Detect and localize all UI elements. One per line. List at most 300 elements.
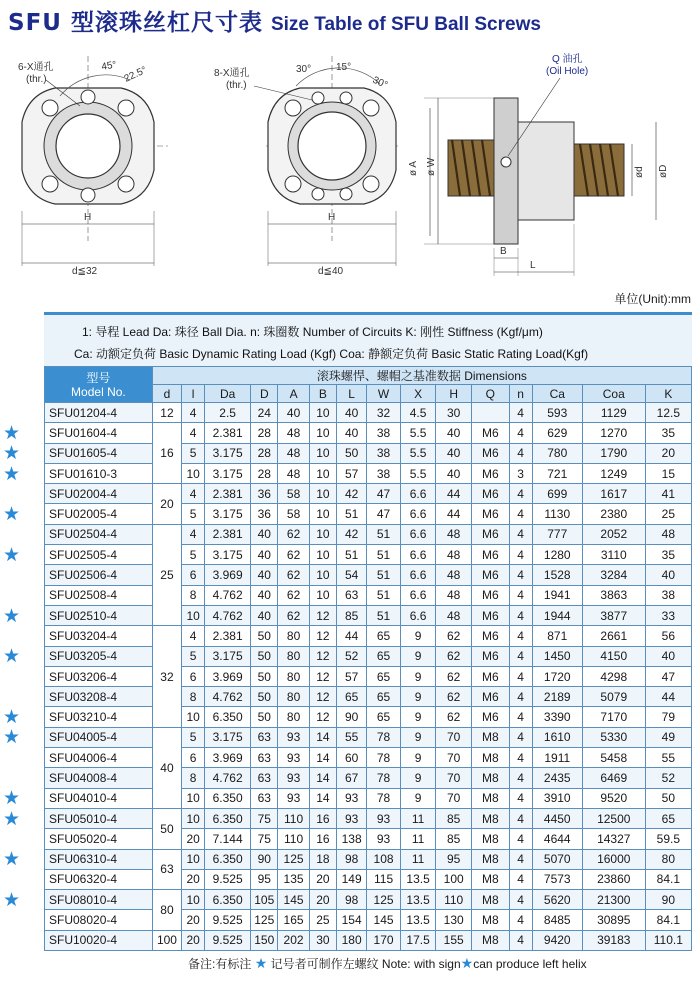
table-row xyxy=(45,545,692,565)
cell-k: 35 xyxy=(645,423,691,443)
cell-q: M6 xyxy=(471,666,509,686)
model-cell: SFU01605-4 xyxy=(45,443,153,463)
cell-d: 36 xyxy=(251,484,278,504)
cell-da: 4.762 xyxy=(205,585,251,605)
column-header-l: l xyxy=(182,385,205,403)
table-row xyxy=(45,443,692,463)
cell-h: 85 xyxy=(436,808,472,828)
title-english: Size Table of SFU Ball Screws xyxy=(270,14,541,35)
cell-n: 4 xyxy=(509,727,532,747)
technical-drawings xyxy=(0,36,697,282)
cell-k: 79 xyxy=(645,707,691,727)
cell-q: M8 xyxy=(471,788,509,808)
cell-coa: 30895 xyxy=(582,910,645,930)
model-cell: SFU02005-4 xyxy=(45,504,153,524)
cell-k: 38 xyxy=(645,585,691,605)
cell-k: 12.5 xyxy=(645,403,691,423)
model-cell: SFU01610-3 xyxy=(45,463,153,483)
dim-h-label-2: H xyxy=(328,212,336,223)
cell-b: 16 xyxy=(309,829,336,849)
cell-x: 13.5 xyxy=(400,910,436,930)
note-tail: can produce left helix xyxy=(473,957,587,971)
cell-ca: 9420 xyxy=(532,930,582,950)
cell-coa: 3863 xyxy=(582,585,645,605)
cell-a: 93 xyxy=(278,768,309,788)
model-cell: SFU02508-4 xyxy=(45,585,153,605)
cell-h: 48 xyxy=(436,605,472,625)
cell-b: 10 xyxy=(309,443,336,463)
note-before: 备注:有标注 xyxy=(188,957,252,971)
cell-q: M6 xyxy=(471,524,509,544)
cell-x: 5.5 xyxy=(400,463,436,483)
ball-screw-side-view xyxy=(408,52,669,276)
cell-q: M6 xyxy=(471,707,509,727)
unit-label: 单位(Unit):mm xyxy=(614,292,691,306)
cell-w: 51 xyxy=(367,545,400,565)
cell-a: 62 xyxy=(278,524,309,544)
cell-da: 3.175 xyxy=(205,646,251,666)
cell-ca: 1911 xyxy=(532,748,582,768)
cell-ca: 5620 xyxy=(532,890,582,910)
cell-x: 13.5 xyxy=(400,890,436,910)
cell-da: 4.762 xyxy=(205,605,251,625)
cell-w: 32 xyxy=(367,403,400,423)
cell-w: 170 xyxy=(367,930,400,950)
cell-coa: 1249 xyxy=(582,463,645,483)
cell-da: 4.762 xyxy=(205,768,251,788)
cell-l: 40 xyxy=(336,403,366,423)
cell-b: 10 xyxy=(309,565,336,585)
cell-w: 78 xyxy=(367,768,400,788)
cell-w: 51 xyxy=(367,524,400,544)
cell-q: M8 xyxy=(471,768,509,788)
table-row xyxy=(45,768,692,788)
cell-l: 98 xyxy=(336,890,366,910)
cell-b: 18 xyxy=(309,849,336,869)
cell-b: 12 xyxy=(309,707,336,727)
cell-q: M6 xyxy=(471,504,509,524)
cell-w: 47 xyxy=(367,484,400,504)
cell-b: 10 xyxy=(309,504,336,524)
cell-l: 44 xyxy=(336,626,366,646)
cell-w: 78 xyxy=(367,788,400,808)
cell-d: 50 xyxy=(251,666,278,686)
cell-n: 4 xyxy=(509,687,532,707)
cell-l: 57 xyxy=(336,463,366,483)
cell-h: 40 xyxy=(436,423,472,443)
cell-ca: 1280 xyxy=(532,545,582,565)
cell-ca: 629 xyxy=(532,423,582,443)
d-cell: 100 xyxy=(152,930,181,950)
cell-a: 80 xyxy=(278,687,309,707)
cell-n: 4 xyxy=(509,626,532,646)
cell-b: 10 xyxy=(309,403,336,423)
d-cell: 25 xyxy=(152,524,181,625)
cell-n: 4 xyxy=(509,829,532,849)
cell-da: 9.525 xyxy=(205,869,251,889)
cell-q: M6 xyxy=(471,443,509,463)
cell-k: 65 xyxy=(645,808,691,828)
cell-ca: 8485 xyxy=(532,910,582,930)
cell-b: 30 xyxy=(309,930,336,950)
cell-k: 25 xyxy=(645,504,691,524)
cell-a: 202 xyxy=(278,930,309,950)
cell-l: 6 xyxy=(182,666,205,686)
cell-x: 17.5 xyxy=(400,930,436,950)
cell-b: 12 xyxy=(309,666,336,686)
legend-box xyxy=(44,312,692,367)
holes-label-6x: 6-X通孔 xyxy=(18,62,54,73)
cell-da: 2.381 xyxy=(205,484,251,504)
table-row xyxy=(45,605,692,625)
cell-n: 4 xyxy=(509,808,532,828)
column-header-h: H xyxy=(436,385,472,403)
cell-x: 6.6 xyxy=(400,484,436,504)
cell-ca: 3390 xyxy=(532,707,582,727)
cell-w: 65 xyxy=(367,687,400,707)
cell-ca: 1450 xyxy=(532,646,582,666)
legend-line-1: 1: 导程 Lead Da: 珠径 Ball Dia. n: 珠圈数 Number of Circuits K: 刚性 Stiffness (Kgf/μm) xyxy=(82,325,543,339)
cell-da: 6.350 xyxy=(205,788,251,808)
cell-k: 84.1 xyxy=(645,869,691,889)
table-row xyxy=(45,808,692,828)
model-cell: SFU03208-4 xyxy=(45,687,153,707)
cell-a: 80 xyxy=(278,707,309,727)
cell-h: 130 xyxy=(436,910,472,930)
model-cell: SFU01604-4 xyxy=(45,423,153,443)
cell-l: 4 xyxy=(182,626,205,646)
phi-w-label: ø W xyxy=(426,157,437,176)
column-header-d: d xyxy=(152,385,181,403)
cell-x: 6.6 xyxy=(400,565,436,585)
cell-x: 6.6 xyxy=(400,605,436,625)
cell-da: 6.350 xyxy=(205,849,251,869)
cell-da: 4.762 xyxy=(205,687,251,707)
cell-x: 6.6 xyxy=(400,585,436,605)
cell-da: 3.175 xyxy=(205,545,251,565)
cell-w: 108 xyxy=(367,849,400,869)
cell-l: 50 xyxy=(336,443,366,463)
table-row xyxy=(45,403,692,423)
column-header-d: D xyxy=(251,385,278,403)
cell-l: 154 xyxy=(336,910,366,930)
cell-a: 93 xyxy=(278,748,309,768)
cell-h: 40 xyxy=(436,463,472,483)
cell-n: 4 xyxy=(509,524,532,544)
model-cell: SFU08010-4 xyxy=(45,890,153,910)
page-title xyxy=(8,4,541,34)
cell-n: 4 xyxy=(509,768,532,788)
cell-n: 4 xyxy=(509,565,532,585)
cell-d: 50 xyxy=(251,626,278,646)
cell-l: 60 xyxy=(336,748,366,768)
cell-k: 49 xyxy=(645,727,691,747)
cell-l: 20 xyxy=(182,829,205,849)
cell-l: 149 xyxy=(336,869,366,889)
angle-30-label-a: 30° xyxy=(296,64,312,75)
cell-coa: 4298 xyxy=(582,666,645,686)
cell-coa: 5330 xyxy=(582,727,645,747)
cell-a: 93 xyxy=(278,727,309,747)
cell-da: 9.525 xyxy=(205,910,251,930)
cell-d: 28 xyxy=(251,463,278,483)
cell-l: 4 xyxy=(182,423,205,443)
cell-ca: 777 xyxy=(532,524,582,544)
cell-h: 155 xyxy=(436,930,472,950)
cell-l: 54 xyxy=(336,565,366,585)
table-row xyxy=(45,829,692,849)
cell-b: 14 xyxy=(309,727,336,747)
table-row xyxy=(45,524,692,544)
cell-k: 15 xyxy=(645,463,691,483)
cell-l: 5 xyxy=(182,646,205,666)
angle-30-label-b: 30° xyxy=(370,74,390,92)
cell-n: 4 xyxy=(509,666,532,686)
cell-h: 100 xyxy=(436,869,472,889)
cell-a: 110 xyxy=(278,808,309,828)
cell-q: M8 xyxy=(471,890,509,910)
phi-d-small-label: ød xyxy=(634,166,645,178)
cell-q: M6 xyxy=(471,423,509,443)
star-icon: ★ xyxy=(3,421,21,444)
d-cell: 40 xyxy=(152,727,181,808)
star-icon: ★ xyxy=(3,462,21,485)
cell-k: 52 xyxy=(645,768,691,788)
star-icon: ★ xyxy=(3,807,21,830)
cell-n: 4 xyxy=(509,545,532,565)
column-header-k: K xyxy=(645,385,691,403)
cell-coa: 5079 xyxy=(582,687,645,707)
cell-b: 20 xyxy=(309,869,336,889)
star-icon: ★ xyxy=(3,706,21,729)
column-header-w: W xyxy=(367,385,400,403)
cell-k: 40 xyxy=(645,646,691,666)
model-cell: SFU02504-4 xyxy=(45,524,153,544)
cell-a: 40 xyxy=(278,403,309,423)
cell-ca: 593 xyxy=(532,403,582,423)
cell-coa: 2052 xyxy=(582,524,645,544)
dim-b-label: B xyxy=(500,246,507,257)
cell-b: 20 xyxy=(309,890,336,910)
cell-w: 51 xyxy=(367,605,400,625)
cell-w: 93 xyxy=(367,829,400,849)
cell-b: 10 xyxy=(309,585,336,605)
cell-n: 4 xyxy=(509,484,532,504)
model-cell: SFU03210-4 xyxy=(45,707,153,727)
cell-coa: 1129 xyxy=(582,403,645,423)
cell-w: 38 xyxy=(367,443,400,463)
cell-x: 9 xyxy=(400,727,436,747)
cell-x: 5.5 xyxy=(400,443,436,463)
cell-x: 11 xyxy=(400,849,436,869)
cell-b: 10 xyxy=(309,545,336,565)
cell-k: 84.1 xyxy=(645,910,691,930)
column-header-ca: Ca xyxy=(532,385,582,403)
cell-h: 62 xyxy=(436,707,472,727)
cell-w: 78 xyxy=(367,727,400,747)
cell-da: 7.144 xyxy=(205,829,251,849)
cell-x: 9 xyxy=(400,788,436,808)
cell-da: 3.969 xyxy=(205,666,251,686)
star-icon: ★ xyxy=(3,888,21,911)
star-icon: ★ xyxy=(254,955,268,971)
cell-ca: 699 xyxy=(532,484,582,504)
cell-l: 93 xyxy=(336,788,366,808)
model-cell: SFU01204-4 xyxy=(45,403,153,423)
cell-coa: 7170 xyxy=(582,707,645,727)
cell-d: 75 xyxy=(251,808,278,828)
cell-l: 10 xyxy=(182,605,205,625)
cell-l: 65 xyxy=(336,687,366,707)
cell-h: 110 xyxy=(436,890,472,910)
cell-h: 30 xyxy=(436,403,472,423)
cell-a: 125 xyxy=(278,849,309,869)
cell-b: 10 xyxy=(309,524,336,544)
d-cell: 32 xyxy=(152,626,181,727)
cell-l: 57 xyxy=(336,666,366,686)
cell-d: 63 xyxy=(251,788,278,808)
cell-ca: 3910 xyxy=(532,788,582,808)
cell-coa: 2661 xyxy=(582,626,645,646)
d-limit-label-1: d≦32 xyxy=(72,266,98,277)
cell-a: 110 xyxy=(278,829,309,849)
cell-ca: 5070 xyxy=(532,849,582,869)
cell-d: 40 xyxy=(251,545,278,565)
cell-coa: 9520 xyxy=(582,788,645,808)
cell-n: 4 xyxy=(509,707,532,727)
cell-x: 11 xyxy=(400,829,436,849)
cell-w: 93 xyxy=(367,808,400,828)
cell-a: 93 xyxy=(278,788,309,808)
cell-ca: 7573 xyxy=(532,869,582,889)
cell-l: 20 xyxy=(182,930,205,950)
cell-l: 93 xyxy=(336,808,366,828)
star-icon: ★ xyxy=(3,604,21,627)
cell-ca: 721 xyxy=(532,463,582,483)
cell-x: 6.6 xyxy=(400,524,436,544)
cell-l: 8 xyxy=(182,687,205,707)
cell-x: 4.5 xyxy=(400,403,436,423)
cell-ca: 1941 xyxy=(532,585,582,605)
cell-d: 90 xyxy=(251,849,278,869)
cell-l: 138 xyxy=(336,829,366,849)
cell-k: 47 xyxy=(645,666,691,686)
cell-a: 62 xyxy=(278,585,309,605)
cell-k: 55 xyxy=(645,748,691,768)
cell-coa: 23860 xyxy=(582,869,645,889)
dimensions-header: 滚珠螺悍、螺帽之基准数据 Dimensions xyxy=(152,367,691,385)
cell-coa: 4150 xyxy=(582,646,645,666)
cell-b: 12 xyxy=(309,605,336,625)
cell-n: 4 xyxy=(509,788,532,808)
cell-d: 50 xyxy=(251,646,278,666)
cell-q: M6 xyxy=(471,687,509,707)
cell-coa: 39183 xyxy=(582,930,645,950)
star-icon: ★ xyxy=(3,442,21,465)
cell-a: 48 xyxy=(278,463,309,483)
cell-q: M6 xyxy=(471,484,509,504)
cell-b: 10 xyxy=(309,423,336,443)
cell-k: 59.5 xyxy=(645,829,691,849)
cell-n: 4 xyxy=(509,403,532,423)
cell-k: 80 xyxy=(645,849,691,869)
table-row xyxy=(45,585,692,605)
cell-coa: 3110 xyxy=(582,545,645,565)
cell-d: 50 xyxy=(251,707,278,727)
cell-l: 6 xyxy=(182,748,205,768)
cell-l: 10 xyxy=(182,788,205,808)
cell-k: 48 xyxy=(645,524,691,544)
d-limit-label-2: d≦40 xyxy=(318,266,344,277)
cell-da: 3.969 xyxy=(205,748,251,768)
cell-k: 50 xyxy=(645,788,691,808)
cell-q: M6 xyxy=(471,463,509,483)
cell-ca: 871 xyxy=(532,626,582,646)
table-row xyxy=(45,748,692,768)
d-cell: 20 xyxy=(152,484,181,525)
cell-k: 44 xyxy=(645,687,691,707)
cell-n: 4 xyxy=(509,585,532,605)
table-row xyxy=(45,565,692,585)
cell-l: 40 xyxy=(336,423,366,443)
cell-n: 4 xyxy=(509,910,532,930)
cell-a: 62 xyxy=(278,605,309,625)
cell-a: 80 xyxy=(278,626,309,646)
cell-coa: 16000 xyxy=(582,849,645,869)
cell-a: 135 xyxy=(278,869,309,889)
size-table xyxy=(44,366,692,951)
cell-l: 42 xyxy=(336,484,366,504)
model-cell: SFU05020-4 xyxy=(45,829,153,849)
cell-d: 28 xyxy=(251,443,278,463)
model-cell: SFU02506-4 xyxy=(45,565,153,585)
cell-x: 9 xyxy=(400,748,436,768)
cell-d: 105 xyxy=(251,890,278,910)
table-row xyxy=(45,869,692,889)
cell-h: 62 xyxy=(436,626,472,646)
cell-b: 14 xyxy=(309,768,336,788)
cell-l: 90 xyxy=(336,707,366,727)
cell-b: 12 xyxy=(309,687,336,707)
cell-l: 52 xyxy=(336,646,366,666)
cell-b: 16 xyxy=(309,808,336,828)
cell-coa: 3877 xyxy=(582,605,645,625)
model-cell: SFU04010-4 xyxy=(45,788,153,808)
cell-da: 2.381 xyxy=(205,423,251,443)
cell-q: M8 xyxy=(471,727,509,747)
cell-coa: 1790 xyxy=(582,443,645,463)
cell-ca: 4450 xyxy=(532,808,582,828)
model-header-en: Model No. xyxy=(71,384,126,399)
model-cell: SFU04008-4 xyxy=(45,768,153,788)
cell-w: 125 xyxy=(367,890,400,910)
cell-ca: 1528 xyxy=(532,565,582,585)
holes-label-8x: 8-X通孔 xyxy=(214,68,250,79)
cell-q: M8 xyxy=(471,869,509,889)
cell-n: 4 xyxy=(509,504,532,524)
cell-q: M8 xyxy=(471,808,509,828)
table-row xyxy=(45,463,692,483)
star-icon: ★ xyxy=(460,955,474,971)
cell-k: 20 xyxy=(645,443,691,463)
cell-a: 58 xyxy=(278,484,309,504)
angle-45-label: 45° xyxy=(100,59,118,73)
cell-d: 63 xyxy=(251,768,278,788)
cell-q: M8 xyxy=(471,748,509,768)
table-row xyxy=(45,727,692,747)
cell-l: 98 xyxy=(336,849,366,869)
cell-k: 90 xyxy=(645,890,691,910)
